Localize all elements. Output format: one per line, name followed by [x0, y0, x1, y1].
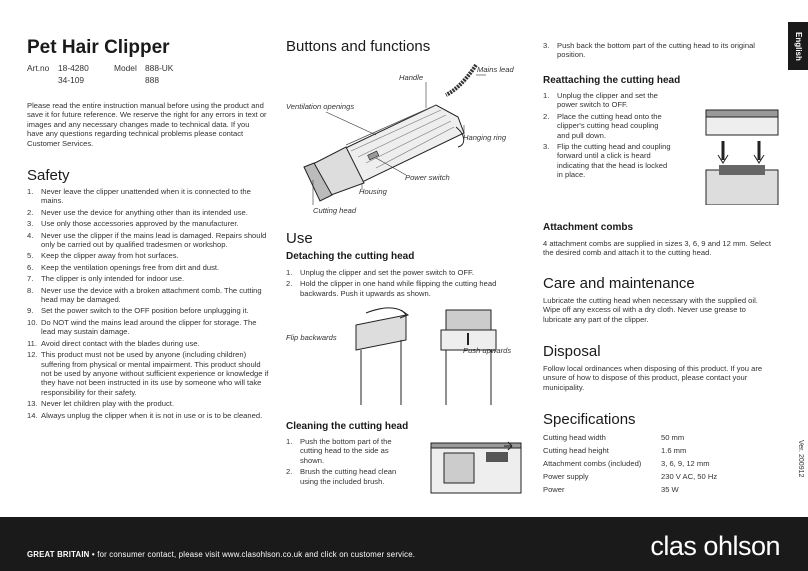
item-number: 3. — [543, 142, 550, 152]
label-housing: Housing — [359, 187, 387, 196]
safety-item — [27, 231, 269, 250]
art-label: Art.no — [27, 63, 50, 73]
spec-value: 35 W — [661, 485, 679, 494]
spec-row — [543, 472, 743, 485]
item-text: Never use the device with a broken attachment comb. The cutting head may be damaged. — [41, 285, 262, 305]
footer — [0, 517, 808, 571]
buttons-heading: Buttons and functions — [286, 38, 431, 55]
item-text: Do NOT wind the mains lead around the clipper for storage. The lead may sustain damage. — [41, 317, 257, 337]
footer-contact-text: for consumer contact, please visit www.clasohlson.co.uk and click on customer service. — [97, 550, 416, 559]
step3-list — [543, 41, 771, 62]
item-text: Push the bottom part of the cutting head to the side as shown. — [300, 437, 392, 465]
item-number: 8. — [27, 285, 34, 295]
safety-heading: Safety — [27, 167, 70, 184]
model-label: Model — [114, 63, 137, 73]
item-number: 12. — [27, 350, 38, 360]
footer-bullet: • — [91, 550, 95, 559]
spec-row — [543, 459, 743, 472]
safety-item — [27, 399, 269, 408]
spec-key: Power — [543, 485, 565, 494]
spacer — [27, 74, 58, 86]
item-number: 3. — [27, 219, 34, 229]
page-title: Pet Hair Clipper — [27, 37, 170, 58]
item-number: 2. — [286, 467, 293, 477]
item-text: Keep the clipper away from hot surfaces. — [41, 251, 179, 261]
reattach-heading: Reattaching the cutting head — [543, 75, 681, 86]
item-number: 7. — [27, 274, 34, 284]
item-number: 2. — [543, 111, 550, 121]
combs-heading: Attachment combs — [543, 222, 634, 233]
item-number: 1. — [286, 268, 293, 277]
label-hanging-ring: Hanging ring — [463, 133, 507, 142]
reattach-illustration — [701, 105, 783, 205]
cleaning-heading: Cleaning the cutting head — [286, 421, 409, 432]
safety-item — [27, 350, 269, 397]
safety-item — [27, 318, 269, 337]
item-text: Never use the device for anything other than its intended use. — [41, 207, 248, 217]
safety-item — [27, 306, 269, 315]
cleaning-step-item — [543, 41, 771, 60]
item-text: Flip the cutting head and coupling forward until a click is heard indicating that the head is locked in place. — [557, 142, 671, 180]
detaching-heading: Detaching the cutting head — [286, 251, 415, 262]
safety-item — [27, 251, 269, 260]
item-number: 14. — [27, 410, 38, 420]
language-tab: English — [788, 22, 808, 70]
reattach-item — [543, 142, 671, 180]
item-number: 1. — [286, 437, 293, 446]
item-text: Avoid direct contact with the blades during use. — [41, 338, 200, 348]
item-text: Use only those accessories approved by the manufacturer. — [41, 219, 239, 229]
label-push-upwards: Push upwards — [463, 346, 512, 355]
safety-item — [27, 411, 269, 420]
reattach-item — [543, 112, 671, 140]
item-number: 13. — [27, 399, 38, 409]
label-power-switch: Power switch — [405, 173, 450, 182]
spec-row — [543, 433, 743, 446]
item-text: Unplug the clipper and set the power switch to OFF. — [557, 91, 658, 110]
item-text: Brush the cutting head clean using the included brush. — [300, 467, 397, 486]
spec-key: Cutting head height — [543, 446, 609, 455]
right-column — [543, 0, 783, 517]
specifications-table — [543, 433, 743, 498]
safety-list — [27, 187, 269, 422]
disposal-heading: Disposal — [543, 343, 601, 360]
item-number: 10. — [27, 317, 38, 327]
item-number: 2. — [27, 207, 34, 217]
item-text: Place the cutting head onto the clipper's cutting head coupling and pull down. — [557, 111, 662, 140]
detaching-item — [286, 268, 526, 277]
label-handle: Handle — [399, 73, 424, 82]
item-text: Hold the clipper in one hand while flipping the cutting head backwards. Push it upwards as shown. — [300, 279, 497, 298]
item-number: 1. — [543, 91, 550, 100]
safety-item — [27, 339, 269, 348]
footer-contact — [27, 550, 415, 559]
cleaning-item — [286, 437, 401, 465]
spec-row — [543, 485, 743, 498]
combs-text: 4 attachment combs are supplied in sizes 3, 6, 9 and 12 mm. Select the desired comb and attach it to the cutting head. — [543, 239, 771, 258]
item-text: Unplug the clipper and set the power switch to OFF. — [300, 268, 474, 277]
label-ventilation: Ventilation openings — [286, 102, 355, 111]
art-number-1: 18-4280 — [58, 63, 89, 73]
use-heading: Use — [286, 230, 313, 247]
spec-value: 3, 6, 9, 12 mm — [661, 459, 710, 468]
safety-item — [27, 208, 269, 217]
model-2: 888 — [145, 75, 159, 85]
middle-column — [286, 0, 526, 517]
item-number: 2. — [286, 279, 293, 289]
item-text: This product must not be used by anyone (including children) suffering from physical or mental impairment. This product should not be used by anyone without sufficient experience or knowledge if they have not been instructed in its use by someone who will take responsibility for their safety. — [41, 350, 269, 397]
item-number: 3. — [543, 41, 550, 50]
detach-illustration — [346, 305, 516, 405]
item-text: Never use the clipper if the mains lead is damaged. Repairs should only be carried out by qualified tradesmen or workshop. — [41, 230, 267, 250]
brand-logo: clas ohlson — [650, 531, 780, 561]
cleaning-list — [286, 437, 401, 488]
item-number: 1. — [27, 187, 34, 196]
footer-country: GREAT BRITAIN — [27, 550, 90, 559]
model-1: 888-UK — [145, 63, 174, 73]
safety-item — [27, 286, 269, 305]
safety-item — [27, 219, 269, 228]
care-heading: Care and maintenance — [543, 275, 695, 292]
cleaning-illustration — [426, 438, 526, 500]
item-number: 11. — [27, 338, 37, 348]
specifications-heading: Specifications — [543, 411, 636, 428]
safety-item — [27, 274, 269, 283]
item-text: Always unplug the clipper when it is not in use or is to be cleaned. — [41, 410, 263, 420]
reattach-item — [543, 91, 671, 110]
item-text: Keep the ventilation openings free from dirt and dust. — [41, 262, 220, 272]
detaching-list — [286, 268, 526, 300]
version-label: Ver. 200912 — [797, 440, 804, 478]
item-text: The clipper is only intended for indoor use. — [41, 274, 185, 284]
item-number: 5. — [27, 251, 34, 261]
care-text: Lubricate the cutting head when necessary with the supplied oil. Wipe off any excess oil with a dry cloth. Never use grease to lubricate any part of the clipper. — [543, 296, 758, 324]
item-text: Set the power switch to the OFF position before unplugging it. — [41, 306, 249, 316]
spec-value: 50 mm — [661, 433, 685, 442]
spec-key: Power supply — [543, 472, 589, 481]
label-flip-backwards: Flip backwards — [286, 333, 337, 342]
safety-item — [27, 263, 269, 272]
cleaning-item — [286, 467, 401, 486]
detaching-item — [286, 279, 526, 298]
spec-value: 230 V AC, 50 Hz — [661, 472, 718, 481]
item-text: Push back the bottom part of the cutting head to its original position. — [557, 41, 755, 60]
spec-value: 1.6 mm — [661, 446, 687, 455]
reattach-list — [543, 91, 671, 182]
spec-row — [543, 446, 743, 459]
item-number: 6. — [27, 262, 34, 272]
article-numbers — [27, 62, 267, 86]
item-number: 9. — [27, 306, 34, 316]
art-number-2: 34-109 — [58, 75, 85, 85]
item-text: Never let children play with the product. — [41, 399, 174, 409]
label-cutting-head: Cutting head — [313, 206, 357, 215]
safety-item — [27, 187, 269, 206]
disposal-text: Follow local ordinances when disposing of this product. If you are unsure of how to dispose of this product, please contact your municipality. — [543, 364, 763, 392]
intro-text: Please read the entire instruction manual before using the product and save it for future reference. We reserve the right for any errors in text or images and any necessary changes made to technical data. If you have any questions regarding technical problems please contact Customer Services. — [27, 101, 267, 148]
item-text: Never leave the clipper unattended when it is connected to the mains. — [41, 187, 251, 206]
item-number: 4. — [27, 230, 34, 240]
spec-key: Cutting head width — [543, 433, 606, 442]
label-mains-lead: Mains lead — [477, 65, 514, 74]
spec-key: Attachment combs (included) — [543, 459, 642, 468]
